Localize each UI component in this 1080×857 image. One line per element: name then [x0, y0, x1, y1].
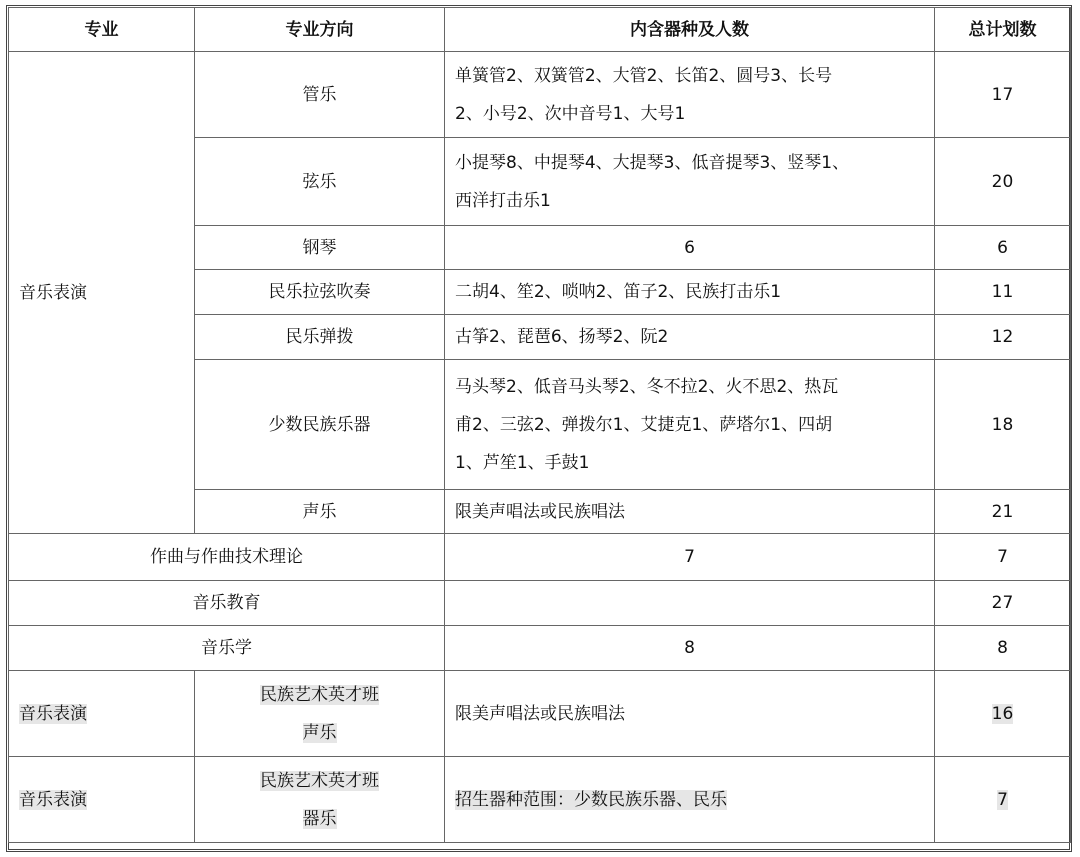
- instruments-line: 单簧管2、双簧管2、大管2、长笛2、圆号3、长号: [455, 65, 833, 86]
- instruments-cell: 7: [445, 534, 935, 581]
- header-major: 专业: [9, 8, 195, 52]
- direction-cell: 钢琴: [195, 226, 445, 270]
- highlighted-text: 器乐: [302, 808, 337, 829]
- instruments-cell: 8: [445, 626, 935, 671]
- highlighted-text: 民族艺术英才班: [260, 684, 379, 705]
- direction-cell: 少数民族乐器: [195, 360, 445, 490]
- total-cell: 17: [935, 52, 1071, 138]
- total-cell: 11: [935, 270, 1071, 315]
- instruments-cell: [445, 360, 935, 490]
- instruments-cell: 二胡4、笙2、唢呐2、笛子2、民族打击乐1: [445, 270, 935, 315]
- total-cell: 21: [935, 490, 1071, 534]
- direction-line: [195, 800, 444, 838]
- total-cell: 20: [935, 138, 1071, 226]
- instruments-line: 2、小号2、次中音号1、大号1: [455, 103, 686, 124]
- highlighted-text: 7: [997, 789, 1008, 810]
- header-row: [9, 8, 1071, 52]
- total-cell: 18: [935, 360, 1071, 490]
- major-cell: 音乐教育: [9, 581, 445, 626]
- table-row: [9, 534, 1071, 581]
- table-row: [9, 757, 1071, 843]
- major-cell: [9, 671, 195, 757]
- instruments-line: 1、芦笙1、手鼓1: [455, 452, 590, 473]
- instruments-line: 西洋打击乐1: [455, 190, 551, 211]
- instruments-cell: 限美声唱法或民族唱法: [445, 490, 935, 534]
- table-row: [9, 581, 1071, 626]
- highlighted-text: 音乐表演: [19, 789, 87, 810]
- instruments-cell: 限美声唱法或民族唱法: [445, 671, 935, 757]
- header-total: 总计划数: [935, 8, 1071, 52]
- total-cell: 7: [935, 534, 1071, 581]
- direction-cell: [195, 671, 445, 757]
- direction-cell: 声乐: [195, 490, 445, 534]
- major-cell: 作曲与作曲技术理论: [9, 534, 445, 581]
- header-instruments: 内含器种及人数: [445, 8, 935, 52]
- instruments-cell: [445, 581, 935, 626]
- instruments-cell: 6: [445, 226, 935, 270]
- highlighted-text: 招生器种范围：少数民族乐器、民乐: [455, 789, 727, 810]
- major-cell: [9, 757, 195, 843]
- instruments-cell: [445, 52, 935, 138]
- instruments-cell: [445, 757, 935, 843]
- highlighted-text: 民族艺术英才班: [260, 770, 379, 791]
- direction-cell: 弦乐: [195, 138, 445, 226]
- table-row: [9, 52, 1071, 138]
- highlighted-text: 16: [991, 703, 1014, 724]
- total-cell: 8: [935, 626, 1071, 671]
- direction-line: [195, 714, 444, 752]
- instruments-cell: 古筝2、琵琶6、扬琴2、阮2: [445, 315, 935, 360]
- instruments-line: 马头琴2、低音马头琴2、冬不拉2、火不思2、热瓦: [455, 376, 839, 397]
- direction-cell: 民乐拉弦吹奏: [195, 270, 445, 315]
- direction-cell: [195, 757, 445, 843]
- highlighted-text: 音乐表演: [19, 703, 87, 724]
- total-cell: 12: [935, 315, 1071, 360]
- total-cell: [935, 671, 1071, 757]
- total-cell: 27: [935, 581, 1071, 626]
- instruments-line: 甫2、三弦2、弹拨尔1、艾捷克1、萨塔尔1、四胡: [455, 414, 833, 435]
- direction-cell: 民乐弹拨: [195, 315, 445, 360]
- instruments-line: 小提琴8、中提琴4、大提琴3、低音提琴3、竖琴1、: [455, 152, 850, 173]
- direction-line: [195, 676, 444, 714]
- instruments-cell: [445, 138, 935, 226]
- table-row: [9, 671, 1071, 757]
- total-cell: [935, 757, 1071, 843]
- major-cell: 音乐学: [9, 626, 445, 671]
- direction-line: [195, 762, 444, 800]
- direction-cell: 管乐: [195, 52, 445, 138]
- highlighted-text: 声乐: [302, 722, 337, 743]
- header-direction: 专业方向: [195, 8, 445, 52]
- enrollment-table: [8, 7, 1071, 843]
- major-cell: 音乐表演: [9, 52, 195, 534]
- total-cell: 6: [935, 226, 1071, 270]
- table-row: [9, 626, 1071, 671]
